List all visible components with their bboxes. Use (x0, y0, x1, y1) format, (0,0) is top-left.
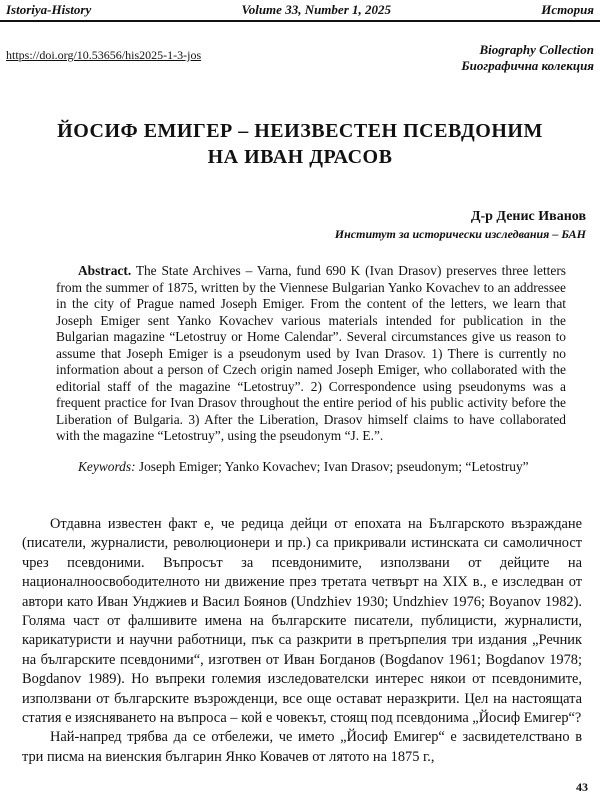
section-name: История (541, 2, 594, 17)
collection-bg: Биографична колекция (461, 58, 594, 73)
running-header (0, 0, 600, 22)
body-text (22, 515, 582, 767)
doi-link[interactable]: https://doi.org/10.53656/his2025-1-3-jos (6, 48, 202, 62)
author-affiliation: Институт за исторически изследвания – БАН (334, 227, 586, 241)
doi-row (6, 42, 594, 74)
body-paragraph-2: Най-напред трябва да се отбележи, че името „Йосиф Емигер“ е засвидетелствано в три писма на виенския българин Янко Ковачев от лятото на 1875 г., (22, 729, 582, 765)
abstract-text: The State Archives – Varna, fund 690 K (Ivan Drasov) preserves three letters from the summer of 1875, written by the Viennese Bulgarian Yanko Kovachev to an addressee in the city of Prague named Joseph Emiger. From the content of the letters, we learn that Joseph Emiger sent Yanko Kovachev various materials intended for publication in the Bulgarian magazine “Letostruy or Home Calendar”. Several circumstances give us reason to assume that Joseph Emiger is a pseudonym used by Ivan Drasov. 1) There is currently no information about a person of Czech origin named Joseph Emiger, who collaborated with the editorial staff of the magazine “Letostruy”. 2) Correspondence using pseudonyms was a frequent practice for Ivan Drasov throughout the entire period of his public activity before the Liberation of Bulgaria. 3) After the Liberation, Drasov himself claims to have collaborated with the magazine “Letostruy”, using the pseudonym “J. E.”. (56, 263, 567, 443)
abstract (56, 263, 566, 445)
title-line-2: НА ИВАН ДРАСОВ (207, 146, 393, 168)
volume-info: Volume 33, Number 1, 2025 (241, 2, 391, 17)
title-line-1: ЙОСИФ ЕМИГЕР – НЕИЗВЕСТЕН ПСЕВДОНИМ (57, 120, 543, 142)
page-number: 43 (576, 780, 588, 794)
author-block (335, 208, 586, 242)
abstract-label: Abstract. (78, 263, 132, 278)
keywords-text: Joseph Emiger; Yanko Kovachev; Ivan Drasov; pseudonym; “Letostruy” (138, 459, 529, 474)
keywords (56, 459, 566, 476)
journal-name: Istoriya-History (6, 2, 92, 17)
keywords-label: Keywords: (78, 459, 136, 474)
body-paragraph-1: Отдавна известен факт е, че редица дейци от епохата на Българското възраждане (писатели, журналисти, революционери и пр.) са прикривали истинската си самоличност чрез псевдоними. Въпросът за псевдонимите, използвани от дейците на националноосвободителното ни движение през третата четвърт на XIX в., е изследван от автори като Иван Унджиев и Васил Боянов (Undzhiev 1930; Undzhiev 1976; Boyanov 1982). Голяма част от фалшивите имена на българските писатели, публицисти, журналисти, карикатуристи и научни работници, пък са разкрити в претърпелия три издания „Речник на българските псевдоними“, изготвен от Иван Богданов (Bogdanov 1961; Bogdanov 1978; Bogdanov 1989). Но въпреки големия изследователски интерес някои от псевдонимите, използвани от българските възрожденци, все още остават неразкрити. Цел на настоящата статия е изясняването на въпроса – кой е човекът, стоящ под псевдонима „Йосиф Емигер“? (22, 516, 582, 727)
collection-en: Biography Collection (479, 42, 594, 57)
author-name: Д-р Денис Иванов (470, 209, 586, 224)
collection-label (461, 42, 594, 74)
article-title (20, 118, 580, 170)
